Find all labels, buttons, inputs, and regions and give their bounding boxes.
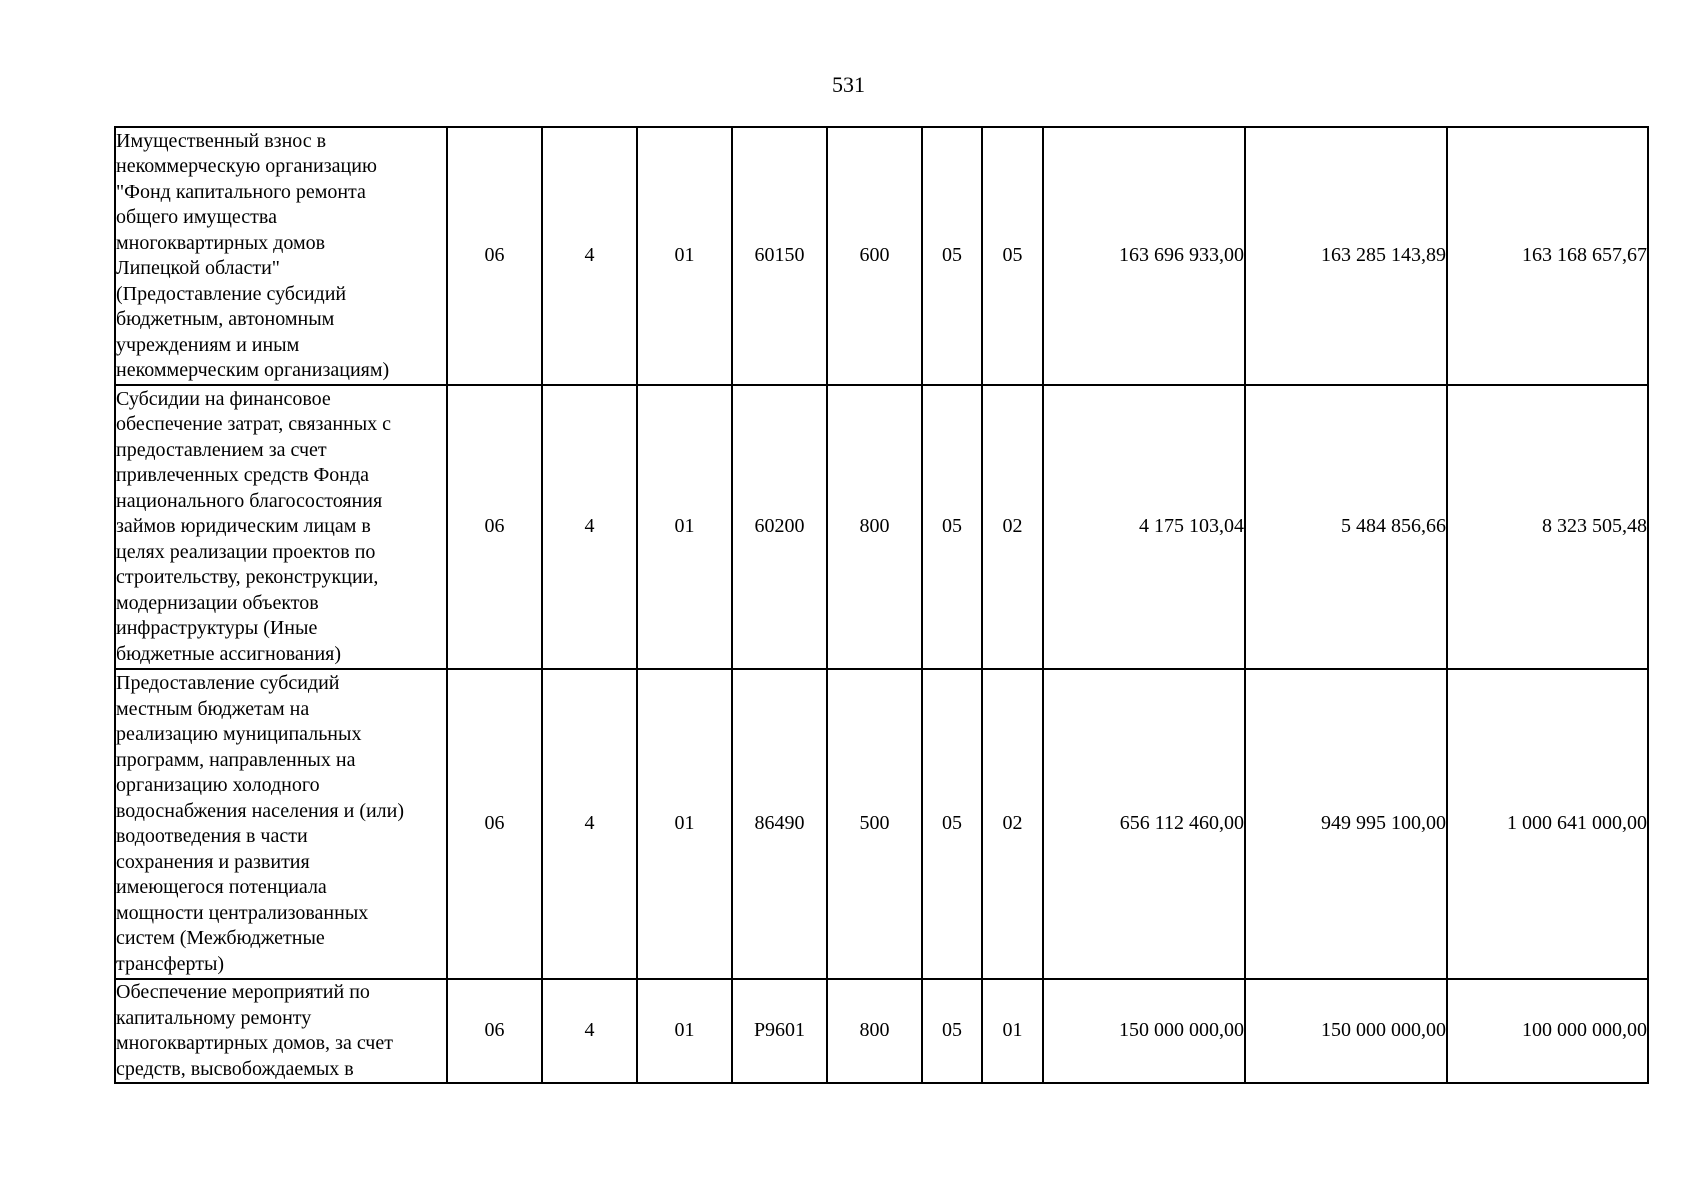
- table-row: [115, 385, 1648, 669]
- amount-cell: 656 112 460,00: [1043, 669, 1245, 979]
- subprogram-code-cell: 4: [542, 669, 637, 979]
- direction-code-cell: 86490: [732, 669, 827, 979]
- row-description: Обеспечение мероприятий по капитальному ремонту многоквартирных домов, за счет средств, высвобождаемых в: [115, 979, 447, 1083]
- program-code-cell: 06: [447, 979, 542, 1083]
- program-code-cell: 06: [447, 385, 542, 669]
- amount-cell: 8 323 505,48: [1447, 385, 1648, 669]
- amount-cell: 100 000 000,00: [1447, 979, 1648, 1083]
- budget-table: [114, 126, 1649, 1084]
- amount-cell: 4 175 103,04: [1043, 385, 1245, 669]
- expense-type-cell: 800: [827, 979, 922, 1083]
- amount-cell: 1 000 641 000,00: [1447, 669, 1648, 979]
- main-event-code-cell: 01: [637, 669, 732, 979]
- table-row: [115, 669, 1648, 979]
- amount-cell: 5 484 856,66: [1245, 385, 1447, 669]
- amount-cell: 150 000 000,00: [1043, 979, 1245, 1083]
- row-description: Предоставление субсидий местным бюджетам на реализацию муниципальных программ, направленных на организацию холодного водоснабжения населения и (или) водоотведения в части сохранения и развития имеющегося потенциала мощности централизованных систем (Межбюджетные трансферты): [115, 669, 447, 979]
- subsection-code-cell: 02: [982, 385, 1043, 669]
- section-code-cell: 05: [922, 979, 982, 1083]
- subsection-code-cell: 02: [982, 669, 1043, 979]
- program-code-cell: 06: [447, 669, 542, 979]
- section-code-cell: 05: [922, 385, 982, 669]
- subsection-code-cell: 05: [982, 127, 1043, 385]
- section-code-cell: 05: [922, 127, 982, 385]
- page-number: 531: [832, 72, 865, 97]
- amount-cell: 150 000 000,00: [1245, 979, 1447, 1083]
- amount-cell: 163 696 933,00: [1043, 127, 1245, 385]
- section-code-cell: 05: [922, 669, 982, 979]
- program-code-cell: 06: [447, 127, 542, 385]
- subprogram-code-cell: 4: [542, 979, 637, 1083]
- main-event-code-cell: 01: [637, 385, 732, 669]
- direction-code-cell: 60150: [732, 127, 827, 385]
- subprogram-code-cell: 4: [542, 127, 637, 385]
- row-description: Имущественный взнос в некоммерческую организацию "Фонд капитального ремонта общего имущества многоквартирных домов Липецкой области" (Предоставление субсидий бюджетным, автономным учреждениям и иным некоммерческим организациям): [115, 127, 447, 385]
- expense-type-cell: 600: [827, 127, 922, 385]
- subprogram-code-cell: 4: [542, 385, 637, 669]
- amount-cell: 163 168 657,67: [1447, 127, 1648, 385]
- amount-cell: 949 995 100,00: [1245, 669, 1447, 979]
- table-row: [115, 127, 1648, 385]
- main-event-code-cell: 01: [637, 979, 732, 1083]
- row-description: Субсидии на финансовое обеспечение затрат, связанных с предоставлением за счет привлеченных средств Фонда национального благосостояния займов юридическим лицам в целях реализации проектов по строительству, реконструкции, модернизации объектов инфраструктуры (Иные бюджетные ассигнования): [115, 385, 447, 669]
- direction-code-cell: 60200: [732, 385, 827, 669]
- expense-type-cell: 500: [827, 669, 922, 979]
- main-event-code-cell: 01: [637, 127, 732, 385]
- amount-cell: 163 285 143,89: [1245, 127, 1447, 385]
- expense-type-cell: 800: [827, 385, 922, 669]
- subsection-code-cell: 01: [982, 979, 1043, 1083]
- table-row: [115, 979, 1648, 1083]
- direction-code-cell: P9601: [732, 979, 827, 1083]
